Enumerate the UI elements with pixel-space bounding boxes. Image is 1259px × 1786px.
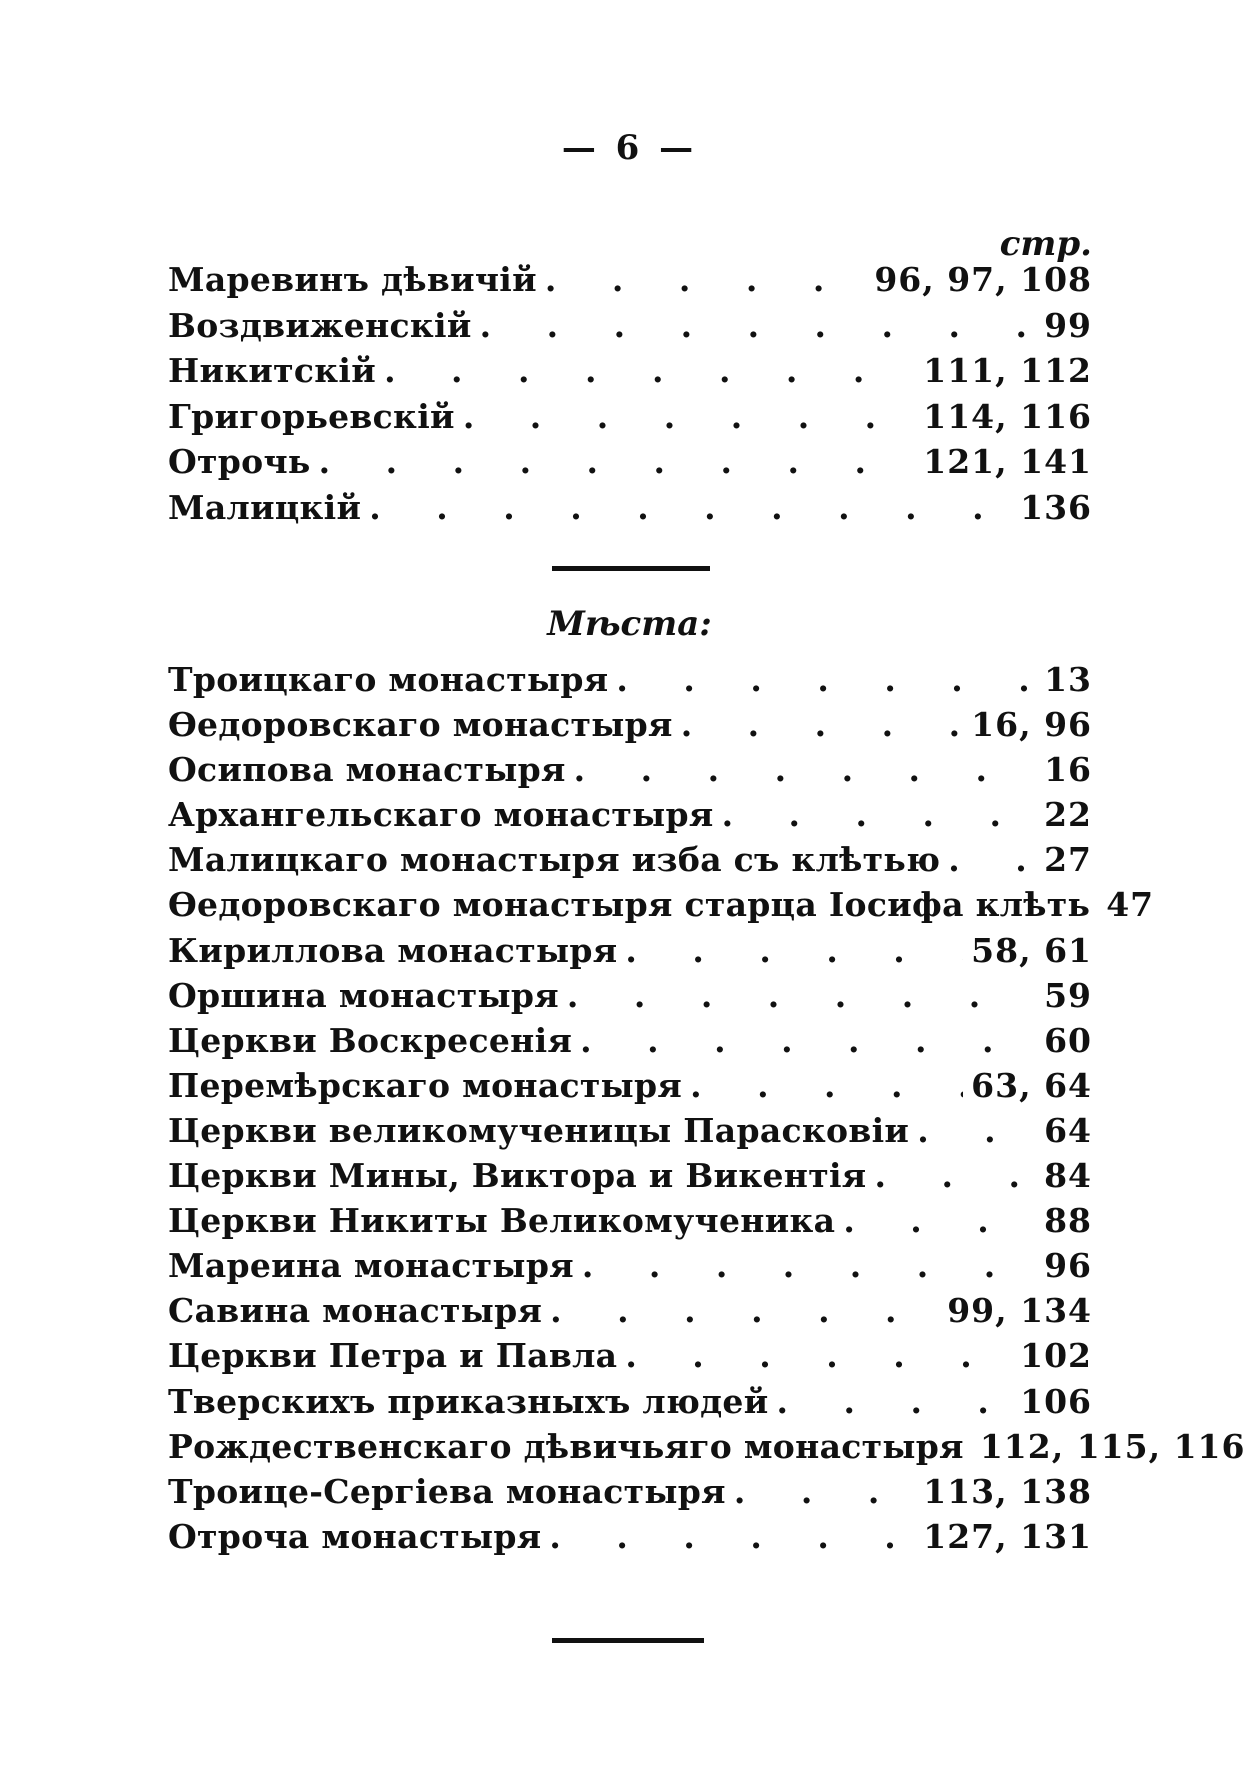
entry-name: Церкви великомученицы Парасковіи xyxy=(168,1110,910,1150)
dot-leader xyxy=(550,1291,939,1330)
entry-pages: 96 xyxy=(1044,1246,1092,1286)
entry-pages: 16, 96 xyxy=(971,705,1092,745)
entry-name: Воздвиженскій xyxy=(168,305,472,345)
entry-pages: 27 xyxy=(1044,840,1092,880)
list-item xyxy=(168,1517,1092,1562)
entry-pages: 112, 115, 116 xyxy=(979,1426,1246,1466)
closing-divider xyxy=(552,1638,704,1643)
dot-leader xyxy=(580,1021,1036,1060)
section-heading: Мѣста: xyxy=(547,604,712,644)
dot-leader xyxy=(625,1336,1012,1375)
entry-pages: 114, 116 xyxy=(923,396,1092,436)
dot-leader xyxy=(843,1201,1036,1240)
entry-pages: 64 xyxy=(1044,1110,1092,1150)
list-item xyxy=(168,795,1092,840)
section-divider xyxy=(552,566,710,571)
entry-pages: 84 xyxy=(1044,1156,1092,1196)
list-item xyxy=(168,750,1092,795)
entry-name: Тверскихъ приказныхъ людей xyxy=(168,1381,769,1421)
list-item xyxy=(168,840,1092,885)
dot-leader xyxy=(567,976,1036,1015)
page-column-header: стр. xyxy=(999,224,1092,264)
entry-pages: 13 xyxy=(1044,660,1092,699)
entry-pages: 16 xyxy=(1044,750,1092,790)
list-item xyxy=(168,488,1092,534)
entry-name: Малицкаго монастыря изба съ клѣтью xyxy=(168,840,941,880)
list-item xyxy=(168,1336,1092,1381)
entry-name: Григорьевскій xyxy=(168,396,455,436)
list-item xyxy=(168,351,1092,397)
dot-leader xyxy=(463,397,915,436)
list-item xyxy=(168,1382,1092,1427)
dot-leader xyxy=(384,351,915,390)
list-item xyxy=(168,1472,1092,1517)
entry-name: Троицкаго монастыря xyxy=(168,660,609,699)
entry-name: Церкви Никиты Великомученика xyxy=(168,1201,836,1241)
entry-name: Отроча монастыря xyxy=(168,1516,542,1556)
entry-pages: 60 xyxy=(1044,1020,1092,1060)
entry-name: Мареина монастыря xyxy=(168,1246,574,1286)
list-item xyxy=(168,1156,1092,1201)
entry-name: Кириллова монастыря xyxy=(168,930,618,970)
list-item xyxy=(168,1111,1092,1156)
dot-leader xyxy=(874,1156,1036,1195)
entry-name: Никитскій xyxy=(168,351,377,390)
entry-name: Оршина монастыря xyxy=(168,975,559,1015)
dot-leader xyxy=(574,750,1036,789)
dot-leader xyxy=(616,660,1036,699)
entry-pages: 106 xyxy=(1020,1381,1092,1421)
list-item xyxy=(168,976,1092,1021)
entry-pages: 88 xyxy=(1044,1201,1092,1241)
dot-leader xyxy=(734,1472,915,1511)
places-list xyxy=(168,660,1246,1562)
dot-leader xyxy=(480,306,1036,345)
list-item xyxy=(168,1066,1092,1111)
entry-pages: 99 xyxy=(1044,305,1092,345)
entry-pages: 102 xyxy=(1020,1336,1092,1376)
entry-pages: 22 xyxy=(1044,795,1092,835)
entry-name: Осипова монастыря xyxy=(168,750,566,790)
list-item xyxy=(168,885,1155,930)
entry-name: Ѳедоровскаго монастыря xyxy=(168,705,673,745)
list-item xyxy=(168,1201,1092,1246)
entry-name: Маревинъ дѣвичій xyxy=(168,260,537,299)
dot-leader xyxy=(777,1382,1013,1421)
entry-pages: 47 xyxy=(1106,885,1155,925)
entry-pages: 99, 134 xyxy=(947,1291,1092,1331)
entry-pages: 111, 112 xyxy=(923,351,1092,390)
entry-pages: 127, 131 xyxy=(923,1516,1092,1556)
entry-name: Ѳедоровскаго монастыря старца Іосифа клѣть xyxy=(168,885,1091,925)
entry-name: Церкви Воскресенія xyxy=(168,1020,573,1060)
page-number: — 6 — xyxy=(561,128,698,168)
entry-pages: 96, 97, 108 xyxy=(874,260,1092,299)
entry-pages: 58, 61 xyxy=(971,930,1092,970)
entry-name: Малицкій xyxy=(168,487,362,527)
entry-name: Перемѣрскаго монастыря xyxy=(168,1065,683,1105)
entry-name: Рождественскаго дѣвичьяго монастыря xyxy=(168,1426,964,1466)
dot-leader xyxy=(625,931,963,970)
entry-pages: 59 xyxy=(1044,975,1092,1015)
dot-leader xyxy=(948,840,1036,879)
entry-name: Савина монастыря xyxy=(168,1291,543,1331)
list-item xyxy=(168,442,1092,488)
dot-leader xyxy=(369,488,1012,527)
dot-leader xyxy=(722,795,1037,834)
list-item xyxy=(168,1426,1246,1472)
entry-pages: 136 xyxy=(1020,487,1092,527)
list-item xyxy=(168,705,1092,750)
list-item xyxy=(168,260,1092,306)
dot-leader xyxy=(549,1517,915,1556)
entry-name: Троице-Сергіева монастыря xyxy=(168,1471,726,1511)
list-item xyxy=(168,660,1092,705)
entry-pages: 121, 141 xyxy=(923,442,1092,481)
list-item xyxy=(168,1246,1092,1291)
dot-leader xyxy=(319,442,916,481)
monasteries-list xyxy=(168,260,1092,533)
list-item xyxy=(168,931,1092,976)
list-item xyxy=(168,1291,1092,1336)
dot-leader xyxy=(681,705,963,744)
dot-leader xyxy=(582,1246,1036,1285)
entry-pages: 113, 138 xyxy=(923,1471,1092,1511)
entry-name: Архангельскаго монастыря xyxy=(168,795,714,835)
entry-pages: 63, 64 xyxy=(971,1065,1092,1105)
dot-leader xyxy=(917,1111,1036,1150)
dot-leader xyxy=(690,1066,963,1105)
entry-name: Церкви Петра и Павла xyxy=(168,1336,618,1376)
list-item xyxy=(168,1021,1092,1066)
list-item xyxy=(168,397,1092,443)
entry-name: Церкви Мины, Виктора и Викентія xyxy=(168,1156,867,1196)
list-item xyxy=(168,306,1092,352)
dot-leader xyxy=(545,260,866,299)
entry-name: Отрочь xyxy=(168,442,311,481)
